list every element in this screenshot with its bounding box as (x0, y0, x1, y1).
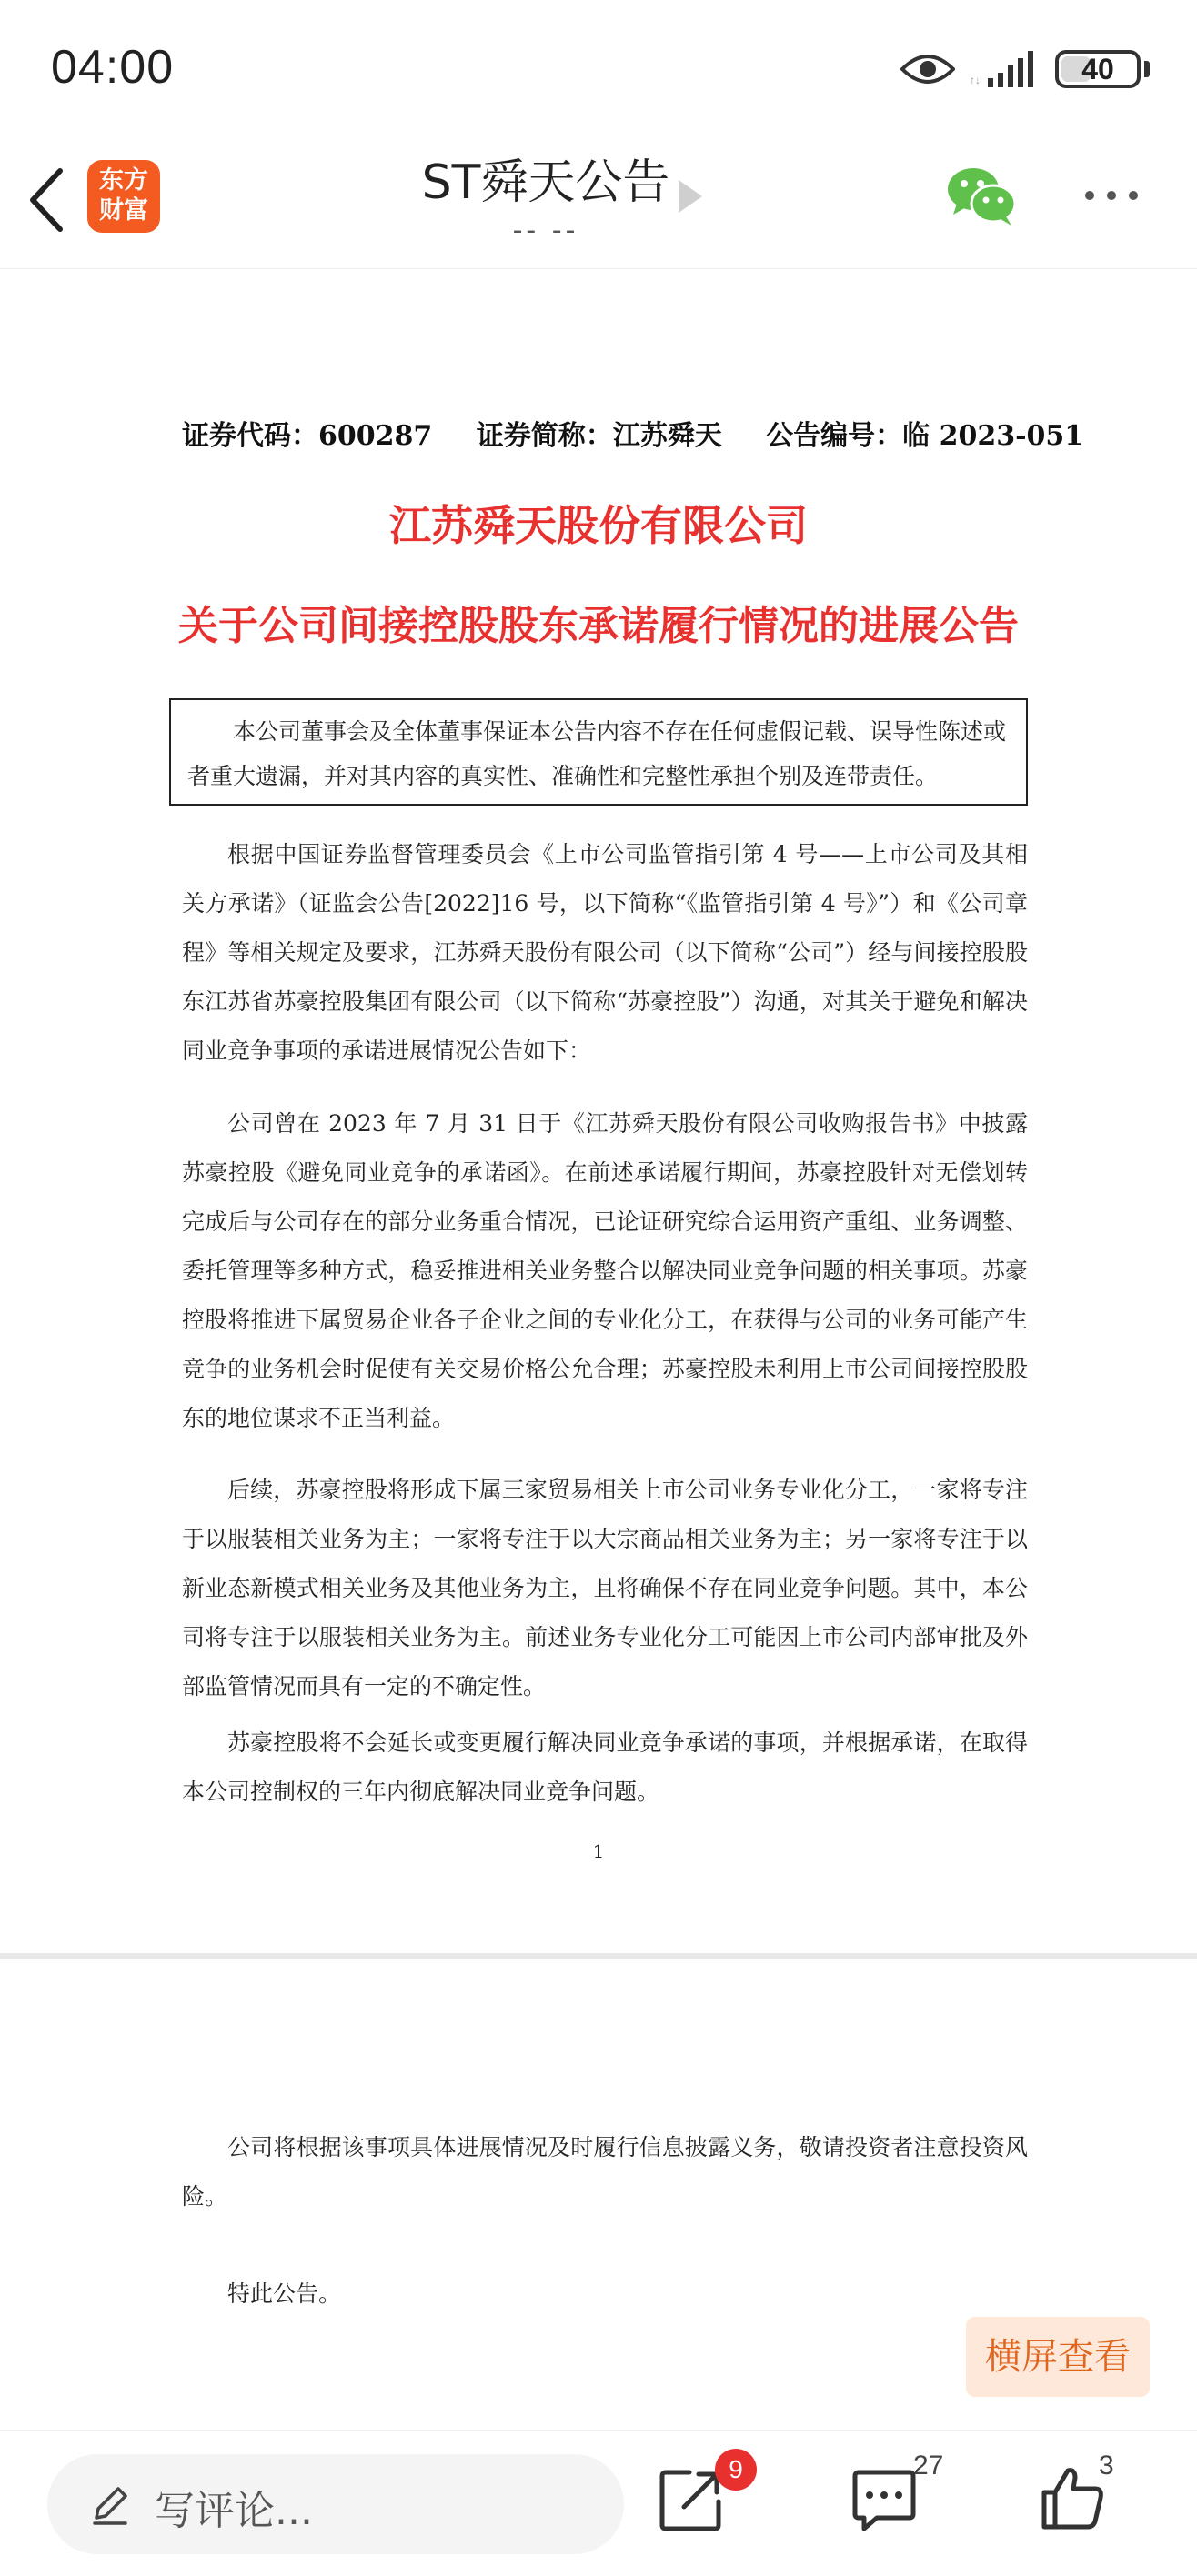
battery-level: 40 (1081, 53, 1114, 85)
comment-icon[interactable] (850, 2469, 919, 2532)
more-icon[interactable] (1082, 186, 1141, 205)
like-icon[interactable] (1039, 2463, 1108, 2532)
pencil-icon (87, 2481, 133, 2527)
paragraph: 苏豪控股将不会延长或变更履行解决同业竞争承诺的事项，并根据承诺，在取得本公司控制权的三年内彻底解决同业竞争问题。 (182, 1729, 1028, 1805)
play-icon[interactable] (677, 178, 704, 215)
page-divider (0, 1953, 1197, 1959)
landscape-view-button[interactable]: 横屏查看 (966, 2317, 1150, 2397)
notice-title: 关于公司间接控股股东承诺履行情况的进展公告 (178, 603, 1019, 649)
battery-icon (1055, 50, 1141, 88)
paragraph: 公司将根据该事项具体进展情况及时履行信息披露义务，敬请投资者注意投资风险。 (182, 2134, 1028, 2210)
signal-icon (970, 47, 1042, 89)
wechat-icon[interactable] (946, 164, 1019, 227)
disclaimer-box: 本公司董事会及全体董事保证本公告内容不存在任何虚假记载、误导性陈述或者重大遗漏，并对其内容的真实性、准确性和完整性承担个别及连带责任。 (169, 698, 1028, 806)
paragraph: 根据中国证券监督管理委员会《上市公司监管指引第 4 号——上市公司及其相关方承诺》（证监会公告[2022]16 号，以下简称“《监管指引第 4 号》”）和《公司章程》等相关规定及要求，江苏舜天股份有限公司（以下简称“公司”）经与间接控股股东江苏省苏豪控股集团有限公司（以下简称“苏豪控股”）沟通，对其关于避免和解决同业竞争事项的承诺进展情况公告如下： (182, 841, 1028, 1064)
security-short-name: 证券简称：江苏舜天 (476, 420, 722, 452)
status-time: 04:00 (51, 41, 175, 94)
logo-line2: 财富 (99, 196, 148, 225)
company-title: 江苏舜天股份有限公司 (389, 501, 808, 550)
document-meta (182, 413, 1118, 453)
bottom-action-bar (0, 2430, 1197, 2576)
security-code: 证券代码：600287 (182, 420, 433, 452)
share-badge: 9 (715, 2449, 757, 2491)
paragraph: 后续，苏豪控股将形成下属三家贸易相关上市公司业务专业化分工，一家将专注于以服装相关业务为主；一家将专注于以大宗商品相关业务为主；另一家将专注于以新业态新模式相关业务及其他业务为主，且将确保不存在同业竞争问题。其中，本公司将专注于以服装相关业务为主。前述业务专业化分工可能因上市公司内部审批及外部监管情况而具有一定的不确定性。 (182, 1477, 1028, 1699)
logo-line1: 东方 (99, 166, 148, 195)
status-bar (0, 0, 1197, 136)
eye-icon (900, 51, 955, 87)
battery-tip (1144, 61, 1150, 77)
svg-text:↑↓: ↑↓ (970, 74, 981, 86)
like-count: 3 (1099, 2451, 1114, 2481)
comment-placeholder: 写评论... (155, 2488, 313, 2534)
page-number: 1 (592, 1840, 605, 1862)
page-title: ST舜天公告 (421, 155, 670, 210)
back-icon[interactable] (24, 164, 69, 236)
paragraph: 公司曾在 2023 年 7 月 31 日于《江苏舜天股份有限公司收购报告书》中披露苏豪控股《避免同业竞争的承诺函》。在前述承诺履行期间，苏豪控股针对无偿划转完成后与公司存在的部分业务重合情况，已论证研究综合运用资产重组、业务调整、委托管理等多种方式，稳妥推进相关业务整合以解决同业竞争问题的相关事项。苏豪控股将推进下属贸易企业各子企业之间的专业化分工，在获得与公司的业务可能产生竞争的业务机会时促使有关交易价格公允合理；苏豪控股未利用上市公司间接控股股东的地位谋求不正当利益。 (182, 1110, 1028, 1431)
notice-number: 公告编号：临 2023-051 (766, 420, 1084, 452)
comment-count: 27 (913, 2451, 944, 2481)
comment-input[interactable] (47, 2454, 624, 2554)
nav-bar (0, 136, 1197, 269)
app-logo[interactable] (87, 160, 160, 233)
page-subtitle: -- -- (512, 215, 579, 246)
paragraph: 特此公告。 (227, 2280, 342, 2307)
